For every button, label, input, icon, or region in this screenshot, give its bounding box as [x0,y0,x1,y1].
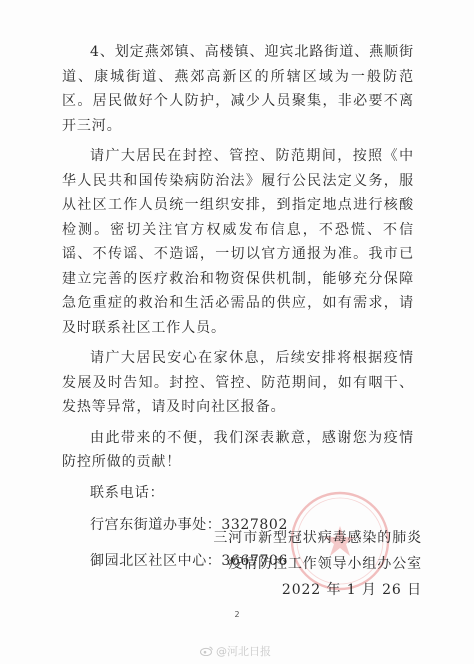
paragraph-resident-obligations: 请广大居民在封控、管控、防范期间，按照《中华人民共和国传染病防治法》履行公民法定义务，服从社区工作人员统一组织安排，到指定地点进行核酸检测。密切关注官方权威发布信息，不恐慌、不信谣、不传谣、不造谣，一切以官方通报为准。我市已建立完善的医疗救治和物资保供机制，能够充分保障急危重症的救治和生活必需品的供应，如有需求，请及时联系社区工作人员。 [62,148,414,336]
issue-date: 2022 年 1 月 26 日 [281,582,422,598]
contact-line-street-office: 行宫东街道办事处：3327802 [90,516,288,533]
signature-block [213,525,422,603]
paragraph-apology: 由此带来的不便，我们深表歉意，感谢您为疫情防控所做的贡献！ [62,429,414,470]
page-number: 2 [234,610,240,619]
source-watermark [200,643,271,659]
issuing-org-line1: 三河市新型冠状病毒感染的肺炎 [213,530,422,546]
weibo-logo-icon [200,646,213,656]
contact-line-community-center: 御园北区社区中心：3667706 [90,552,288,569]
contact-heading: 联系电话： [90,484,165,501]
paragraph-stay-home-notice: 请广大居民安心在家休息，后续安排将根据疫情发展及时告知。封控、管控、防范期间，如有咽干、发热等异常，请及时向社区报备。 [62,350,414,415]
paragraph-area-designation: 4、划定燕郊镇、高楼镇、迎宾北路街道、燕顺街道、康城街道、燕郊高新区的所辖区域为一般防范区。居民做好个人防护，减少人员聚集，非必要不离开三河。 [62,44,414,134]
document-body [62,40,414,585]
watermark-text: @河北日报 [216,645,271,658]
issuing-org-line2: 疫情防控工作领导小组办公室 [228,556,422,572]
